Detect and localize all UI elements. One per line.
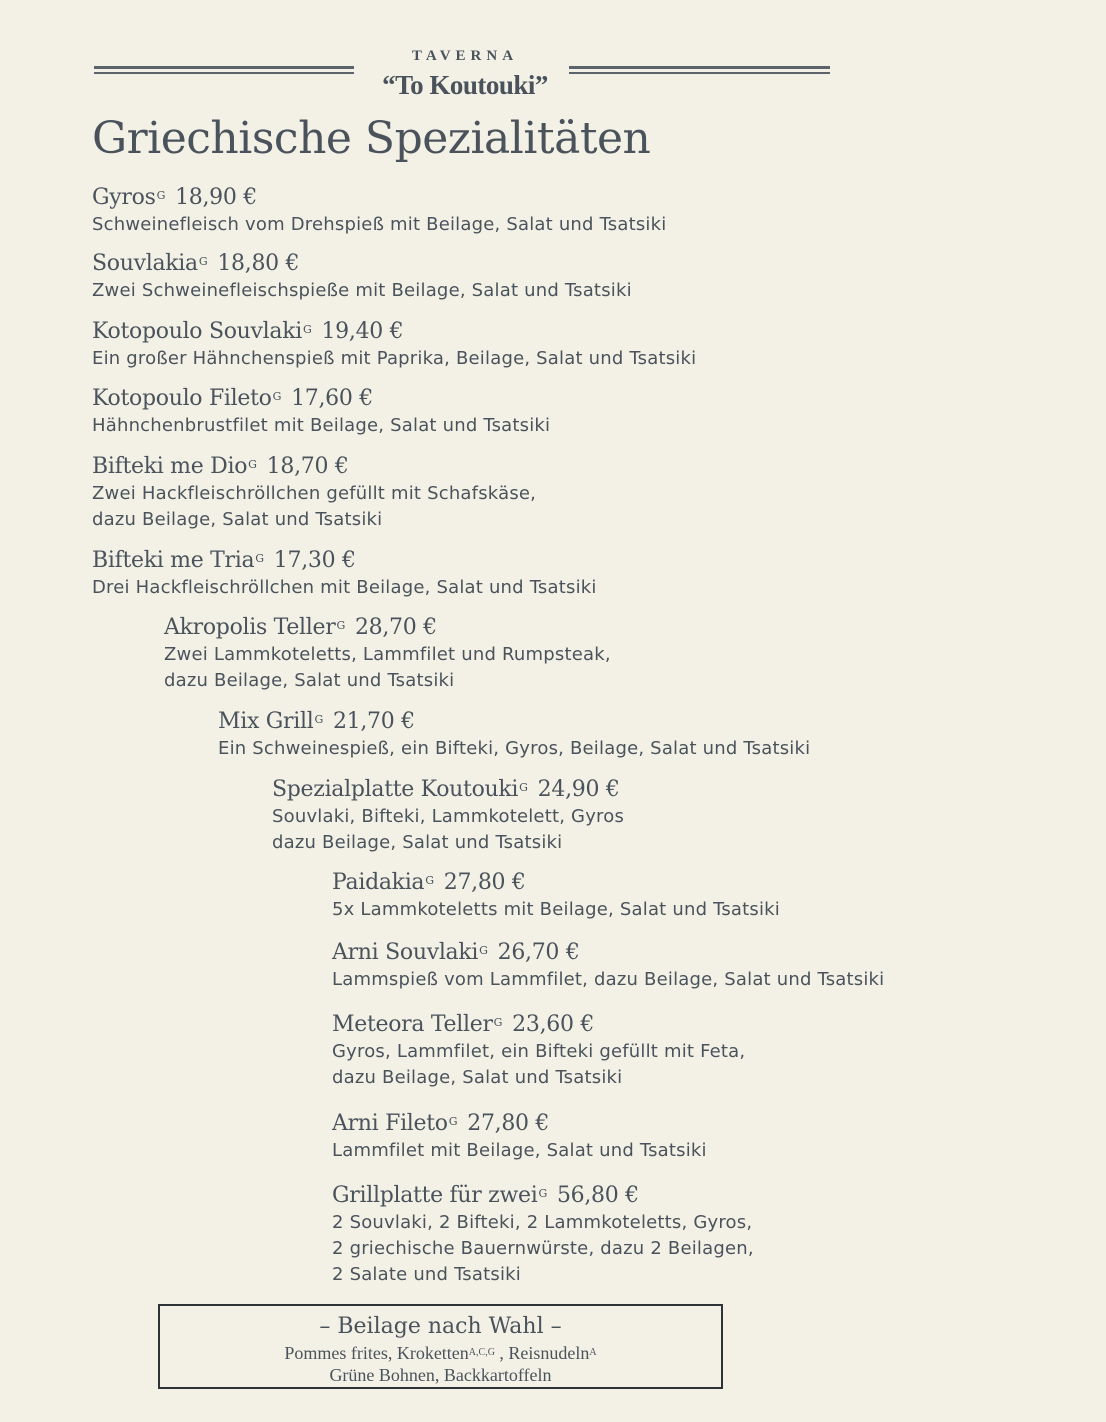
item-description: Zwei Schweinefleischspieße mit Beilage, Salat und Tsatsiki [92,280,632,301]
item-price: 56,80 € [556,1183,639,1208]
allergen-mark: G [425,874,434,887]
menu-item-head [332,939,884,967]
item-name: Grillplatte für zwei [332,1183,538,1208]
item-description: Drei Hackfleischröllchen mit Beilage, Salat und Tsatsiki [92,577,597,598]
menu-item-head [332,1110,707,1138]
allergen-mark: G [493,1016,503,1029]
menu-item-head [92,184,666,212]
sides-option-b: , Reisnudeln [494,1343,590,1363]
item-name: Gyros [92,185,156,210]
sides-option-a: Pommes frites, Kroketten [284,1343,469,1363]
item-price: 23,60 € [512,1012,595,1037]
menu-item [272,776,624,856]
item-name: Meteora Teller [332,1012,493,1037]
item-name: Mix Grill [218,709,314,734]
item-name: Souvlakia [92,251,198,276]
allergen-mark: G [198,255,208,268]
item-price: 19,40 € [321,319,404,344]
item-name: Kotopoulo Souvlaki [92,319,302,344]
item-description: Zwei Lammkoteletts, Lammfilet und Rumpsteak, dazu Beilage, Salat und Tsatsiki [164,644,611,691]
menu-item [332,939,884,993]
item-description: Souvlaki, Bifteki, Lammkotelett, Gyros dazu Beilage, Salat und Tsatsiki [272,806,625,853]
menu-item-head [218,708,810,736]
item-description: 2 Souvlaki, 2 Bifteki, 2 Lammkoteletts, Gyros, 2 griechische Bauernwürste, dazu 2 Beilagen, 2 Salate und Tsatsiki [332,1212,754,1285]
menu-item [92,318,696,372]
item-price: 27,80 € [443,870,526,895]
allergen-mark: A [589,1347,597,1358]
menu-item [92,453,536,533]
menu-item [92,250,632,304]
menu-item [92,385,550,439]
item-description: Lammspieß vom Lammfilet, dazu Beilage, Salat und Tsatsiki [332,969,885,990]
menu-item-head [164,614,611,642]
brand-name: “To Koutouki” [382,70,548,100]
item-price: 18,90 € [175,185,257,210]
allergen-mark: G [538,1187,547,1200]
allergen-mark: G [156,189,166,202]
item-price: 17,30 € [273,548,356,573]
menu-item-head [92,547,597,575]
item-description: Hähnchenbrustfilet mit Beilage, Salat und Tsatsiki [92,415,551,436]
item-description: Gyros, Lammfilet, ein Bifteki gefüllt mit Feta, dazu Beilage, Salat und Tsatsiki [332,1041,746,1088]
item-name: Bifteki me Tria [92,548,255,573]
item-price: 27,80 € [467,1111,550,1136]
item-price: 18,80 € [217,251,300,276]
allergen-mark: G [448,1115,458,1128]
item-description: Zwei Hackfleischröllchen gefüllt mit Schafskäse, dazu Beilage, Salat und Tsatsiki [92,483,537,530]
allergen-mark: G [302,323,312,336]
item-description: 5x Lammkoteletts mit Beilage, Salat und Tsatsiki [332,899,780,920]
item-description: Schweinefleisch vom Drehspieß mit Beilage, Salat und Tsatsiki [92,214,667,235]
allergen-mark: G [255,552,264,565]
sides-box [158,1304,723,1389]
menu-item [92,184,666,238]
item-description: Lammfilet mit Beilage, Salat und Tsatsiki [332,1140,707,1161]
item-name: Arni Souvlaki [332,940,479,965]
item-price: 17,60 € [291,386,373,411]
item-price: 24,90 € [537,777,620,802]
menu-item [332,1182,754,1288]
header-rule-left [94,66,354,74]
item-name: Spezialplatte Koutouki [272,777,519,802]
menu-item [164,614,611,694]
item-price: 21,70 € [332,709,415,734]
menu-item-head [332,869,780,897]
menu-item-head [92,453,536,481]
allergen-mark: G [314,713,323,726]
brand-taverna: TAVERNA [411,48,519,64]
item-description: Ein Schweinespieß, ein Bifteki, Gyros, Beilage, Salat und Tsatsiki [218,738,811,759]
sides-title: – Beilage nach Wahl – [319,1314,562,1339]
menu-item-head [92,318,696,346]
item-price: 28,70 € [354,615,437,640]
allergen-mark: G [519,781,528,794]
menu-item-head [332,1011,745,1039]
menu-item [332,869,780,923]
item-name: Akropolis Teller [164,615,336,640]
allergen-mark: G [479,944,488,957]
menu-item-head [92,385,550,413]
sides-line-1 [160,1342,721,1364]
menu-item-head [92,250,632,278]
menu-item-head [272,776,624,804]
item-name: Arni Fileto [332,1111,448,1136]
allergen-mark: G [336,619,345,632]
header-rule-right [569,66,830,74]
allergen-mark: G [272,390,282,403]
item-description: Ein großer Hähnchenspieß mit Paprika, Beilage, Salat und Tsatsiki [92,348,697,369]
menu-item-head [332,1182,754,1210]
page-title: Griechische Spezialitäten [92,113,651,164]
menu-header [0,44,1106,104]
allergen-mark: A,C,G [468,1347,495,1358]
item-price: 26,70 € [497,940,580,965]
allergen-mark: G [248,458,257,471]
menu-item [92,547,597,601]
item-name: Paidakia [332,870,425,895]
menu-item [332,1110,707,1164]
item-price: 18,70 € [266,454,349,479]
menu-item [332,1011,745,1091]
item-name: Kotopoulo Fileto [92,386,272,411]
item-name: Bifteki me Dio [92,454,248,479]
sides-line-2: Grüne Bohnen, Backkartoffeln [329,1365,552,1385]
menu-item [218,708,810,762]
